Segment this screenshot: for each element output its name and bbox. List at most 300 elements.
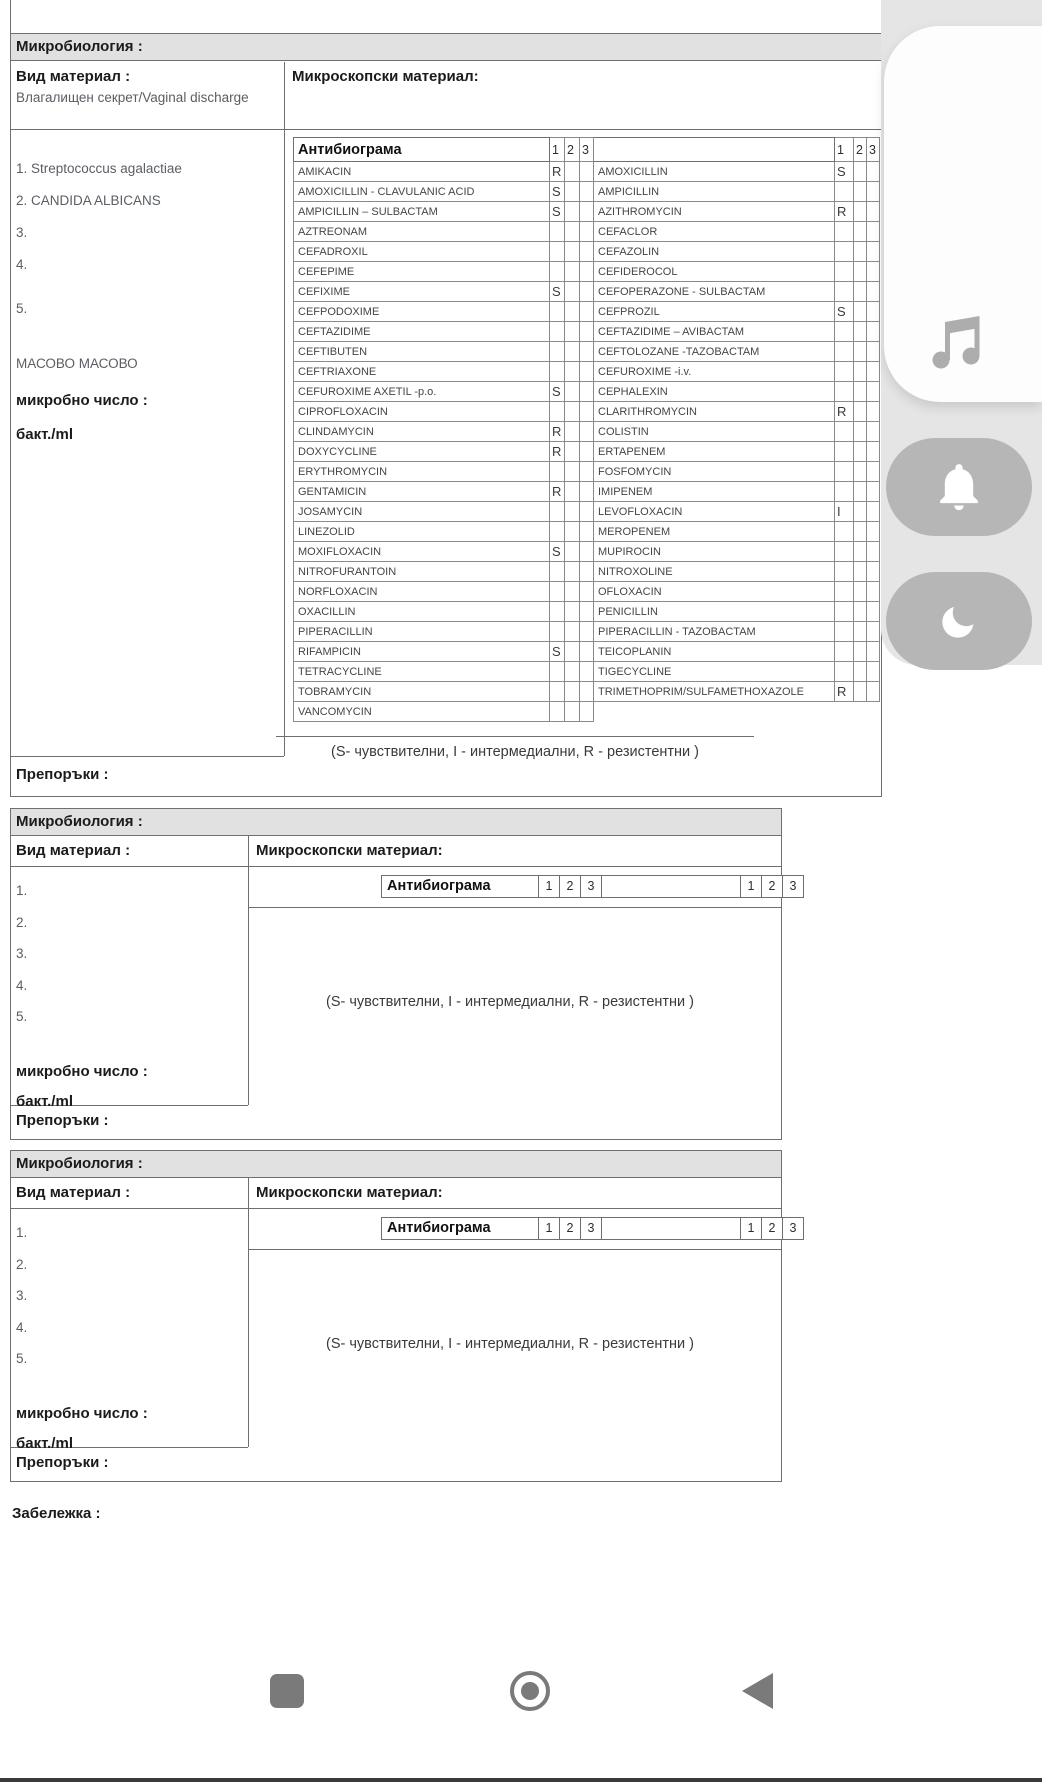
susceptibility-cell: R xyxy=(550,422,565,442)
susceptibility-cell xyxy=(550,262,565,282)
microbial-count-label: микробно число : xyxy=(16,392,148,409)
left-cell-bottom-border xyxy=(11,756,284,757)
susceptibility-cell xyxy=(580,342,594,362)
antibiotic-name-cell: OFLOXACIN xyxy=(594,582,835,602)
antibiotic-name-cell: GENTAMICIN xyxy=(294,482,550,502)
susceptibility-cell xyxy=(854,522,867,542)
susceptibility-cell xyxy=(867,682,880,702)
microbiology-section-3 xyxy=(10,1150,797,1482)
susceptibility-cell xyxy=(580,422,594,442)
susceptibility-cell xyxy=(854,442,867,462)
susceptibility-cell xyxy=(867,502,880,522)
antibiotic-name-cell: CEFACLOR xyxy=(594,222,835,242)
recommendations-label: Препоръки : xyxy=(16,1112,109,1129)
antibiotic-name-cell: AMPICILLIN xyxy=(594,182,835,202)
susceptibility-cell xyxy=(550,342,565,362)
antibiotic-name-cell: PENICILLIN xyxy=(594,602,835,622)
susceptibility-cell: S xyxy=(550,282,565,302)
organism-item: 3. xyxy=(16,946,28,961)
susceptibility-cell: S xyxy=(550,202,565,222)
susceptibility-cell xyxy=(835,662,854,682)
susceptibility-cell xyxy=(565,462,580,482)
susceptibility-cell xyxy=(867,662,880,682)
antibiotic-name-cell: LEVOFLOXACIN xyxy=(594,502,835,522)
row-divider xyxy=(11,866,781,867)
screen-bottom-edge xyxy=(0,1778,1042,1782)
col-header-1: 1 xyxy=(538,1217,560,1240)
section-header: Микробиология : xyxy=(11,34,881,61)
antibiogram-row xyxy=(294,222,880,242)
antibiogram-row xyxy=(294,682,880,702)
susceptibility-cell xyxy=(854,202,867,222)
susceptibility-cell xyxy=(835,182,854,202)
susceptibility-cell xyxy=(854,542,867,562)
susceptibility-cell xyxy=(550,562,565,582)
col-header-2: 2 xyxy=(565,138,580,162)
row-divider xyxy=(11,1208,781,1209)
antibiotic-name-cell: CLINDAMYCIN xyxy=(294,422,550,442)
susceptibility-cell xyxy=(854,502,867,522)
antibiotic-name-cell: NITROFURANTOIN xyxy=(294,562,550,582)
susceptibility-cell xyxy=(867,522,880,542)
susceptibility-cell xyxy=(835,222,854,242)
material-type-label: Вид материал : xyxy=(16,68,131,85)
sub-divider xyxy=(248,1249,781,1250)
susceptibility-cell xyxy=(854,422,867,442)
col-header-2: 2 xyxy=(761,1217,783,1240)
susceptibility-cell xyxy=(835,382,854,402)
susceptibility-cell xyxy=(867,302,880,322)
antibiotic-name-cell: DOXYCYCLINE xyxy=(294,442,550,462)
empty-cell xyxy=(594,702,835,722)
susceptibility-cell xyxy=(580,602,594,622)
column-divider xyxy=(248,836,249,1105)
susceptibility-cell xyxy=(565,622,580,642)
susceptibility-legend: (S- чувствителни, I - интермедиални, R - резистентни ) xyxy=(326,994,694,1010)
susceptibility-cell xyxy=(580,482,594,502)
susceptibility-cell xyxy=(867,282,880,302)
susceptibility-cell xyxy=(854,662,867,682)
susceptibility-cell xyxy=(565,242,580,262)
organism-item: 1. xyxy=(16,1225,28,1240)
antibiotic-name-cell: VANCOMYCIN xyxy=(294,702,550,722)
susceptibility-cell xyxy=(565,282,580,302)
susceptibility-cell xyxy=(867,342,880,362)
nav-home-button-dot xyxy=(521,1682,539,1700)
antibiotic-name-cell: CLARITHROMYCIN xyxy=(594,402,835,422)
susceptibility-cell xyxy=(565,402,580,422)
unit-label: бакт./ml xyxy=(16,1093,73,1110)
organism-item: 4. xyxy=(16,1320,28,1335)
susceptibility-cell: I xyxy=(835,502,854,522)
organism-item: 5. xyxy=(16,301,28,316)
susceptibility-cell xyxy=(854,582,867,602)
antibiogram-row xyxy=(294,282,880,302)
nav-back-button[interactable] xyxy=(742,1673,773,1709)
susceptibility-cell xyxy=(835,282,854,302)
susceptibility-cell xyxy=(854,402,867,422)
susceptibility-cell xyxy=(565,222,580,242)
antibiotic-name-cell: CEFTAZIDIME xyxy=(294,322,550,342)
antibiogram-row xyxy=(294,182,880,202)
susceptibility-cell xyxy=(565,382,580,402)
page-left-border xyxy=(10,0,11,34)
antibiogram-row xyxy=(294,522,880,542)
microscopy-label: Микроскопски материал: xyxy=(256,1184,443,1201)
susceptibility-cell xyxy=(867,422,880,442)
susceptibility-cell: R xyxy=(550,162,565,182)
susceptibility-cell xyxy=(565,182,580,202)
susceptibility-cell xyxy=(565,702,580,722)
antibiotic-name-cell: CEFPODOXIME xyxy=(294,302,550,322)
susceptibility-cell xyxy=(550,522,565,542)
antibiogram-row xyxy=(294,342,880,362)
antibiotic-name-cell: TRIMETHOPRIM/SULFAMETHOXAZOLE xyxy=(594,682,835,702)
antibiotic-name-cell: AZITHROMYCIN xyxy=(594,202,835,222)
susceptibility-cell xyxy=(854,362,867,382)
susceptibility-cell xyxy=(580,502,594,522)
susceptibility-cell xyxy=(580,242,594,262)
antibiogram-title-spacer xyxy=(594,138,835,162)
organism-item: 2. xyxy=(16,1257,28,1272)
microbial-count-label: микробно число : xyxy=(16,1405,148,1422)
susceptibility-cell xyxy=(854,242,867,262)
susceptibility-cell xyxy=(835,542,854,562)
susceptibility-cell xyxy=(854,262,867,282)
organism-item: 1. Streptococcus agalactiae xyxy=(16,161,182,176)
recommendations-label: Препоръки : xyxy=(16,766,109,783)
col-header-2: 2 xyxy=(761,875,783,898)
susceptibility-cell xyxy=(854,622,867,642)
susceptibility-cell xyxy=(867,622,880,642)
antibiotic-name-cell: PIPERACILLIN xyxy=(294,622,550,642)
susceptibility-cell xyxy=(580,702,594,722)
susceptibility-cell xyxy=(835,562,854,582)
antibiogram-row xyxy=(294,442,880,462)
antibiotic-name-cell: CEFTIBUTEN xyxy=(294,342,550,362)
antibiotic-name-cell: TOBRAMYCIN xyxy=(294,682,550,702)
susceptibility-cell xyxy=(565,522,580,542)
susceptibility-cell xyxy=(835,322,854,342)
antibiogram-row xyxy=(294,662,880,682)
growth-note: МАСОВО МАСОВО xyxy=(16,356,138,371)
susceptibility-cell: S xyxy=(835,162,854,182)
col-header-1: 1 xyxy=(835,138,854,162)
material-type-value: Влагалищен секрет/Vaginal discharge xyxy=(16,90,249,105)
susceptibility-cell xyxy=(565,422,580,442)
susceptibility-cell xyxy=(580,322,594,342)
susceptibility-legend: (S- чувствителни, I - интермедиални, R - резистентни ) xyxy=(326,1336,694,1352)
moon-icon xyxy=(934,596,984,646)
susceptibility-cell xyxy=(867,462,880,482)
sub-divider xyxy=(248,907,781,908)
col-header-3: 3 xyxy=(580,875,602,898)
susceptibility-cell xyxy=(854,162,867,182)
susceptibility-cell xyxy=(565,582,580,602)
susceptibility-cell xyxy=(835,242,854,262)
antibiogram-row xyxy=(294,242,880,262)
susceptibility-cell xyxy=(565,562,580,582)
susceptibility-cell xyxy=(867,582,880,602)
row-divider xyxy=(11,129,881,130)
susceptibility-cell xyxy=(854,642,867,662)
susceptibility-cell xyxy=(867,542,880,562)
susceptibility-cell xyxy=(580,622,594,642)
antibiogram-row xyxy=(294,542,880,562)
susceptibility-cell xyxy=(835,522,854,542)
susceptibility-cell xyxy=(854,682,867,702)
column-divider xyxy=(284,62,285,756)
unit-label: бакт./ml xyxy=(16,426,73,443)
organism-item: 1. xyxy=(16,883,28,898)
antibiogram-row xyxy=(294,602,880,622)
susceptibility-cell xyxy=(835,442,854,462)
susceptibility-cell xyxy=(580,182,594,202)
susceptibility-cell xyxy=(580,362,594,382)
antibiotic-name-cell: CEFIXIME xyxy=(294,282,550,302)
antibiotic-name-cell: ERYTHROMYCIN xyxy=(294,462,550,482)
susceptibility-cell xyxy=(867,442,880,462)
susceptibility-cell xyxy=(867,222,880,242)
susceptibility-cell xyxy=(565,602,580,622)
microbial-count-label: микробно число : xyxy=(16,1063,148,1080)
antibiotic-name-cell: RIFAMPICIN xyxy=(294,642,550,662)
susceptibility-cell xyxy=(854,482,867,502)
susceptibility-cell xyxy=(867,182,880,202)
susceptibility-cell xyxy=(835,602,854,622)
antibiogram-row xyxy=(294,462,880,482)
susceptibility-cell xyxy=(835,362,854,382)
susceptibility-cell xyxy=(854,322,867,342)
antibiotic-name-cell: COLISTIN xyxy=(594,422,835,442)
susceptibility-cell xyxy=(867,162,880,182)
susceptibility-cell xyxy=(565,502,580,522)
susceptibility-cell xyxy=(565,682,580,702)
susceptibility-cell xyxy=(565,162,580,182)
antibiotic-name-cell: MOXIFLOXACIN xyxy=(294,542,550,562)
susceptibility-cell: S xyxy=(550,642,565,662)
col-header-1: 1 xyxy=(740,1217,762,1240)
susceptibility-cell xyxy=(854,462,867,482)
susceptibility-cell xyxy=(580,642,594,662)
antibiotic-name-cell: LINEZOLID xyxy=(294,522,550,542)
susceptibility-cell xyxy=(580,462,594,482)
susceptibility-cell xyxy=(550,302,565,322)
susceptibility-cell xyxy=(580,222,594,242)
material-type-label: Вид материал : xyxy=(16,1184,131,1201)
organism-item: 4. xyxy=(16,257,28,272)
antibiogram-row xyxy=(294,622,880,642)
susceptibility-cell xyxy=(867,642,880,662)
antibiotic-name-cell: CEFPROZIL xyxy=(594,302,835,322)
antibiotic-name-cell: CEFIDEROCOL xyxy=(594,262,835,282)
susceptibility-cell xyxy=(835,422,854,442)
susceptibility-cell xyxy=(550,362,565,382)
section-header: Микробиология : xyxy=(11,809,781,836)
empty-cell xyxy=(867,702,880,722)
susceptibility-cell xyxy=(854,342,867,362)
antibiotic-name-cell: MEROPENEM xyxy=(594,522,835,542)
antibiotic-name-cell: ERTAPENEM xyxy=(594,442,835,462)
antibiotic-name-cell: NITROXOLINE xyxy=(594,562,835,582)
susceptibility-cell xyxy=(550,242,565,262)
antibiogram-row xyxy=(294,302,880,322)
susceptibility-cell xyxy=(550,462,565,482)
susceptibility-cell xyxy=(565,662,580,682)
susceptibility-cell xyxy=(565,442,580,462)
bell-icon xyxy=(932,460,986,514)
susceptibility-cell xyxy=(550,402,565,422)
susceptibility-cell xyxy=(867,262,880,282)
antibiotic-name-cell: PIPERACILLIN - TAZOBACTAM xyxy=(594,622,835,642)
organism-item: 4. xyxy=(16,978,28,993)
organism-item: 3. xyxy=(16,225,28,240)
susceptibility-cell: R xyxy=(550,482,565,502)
susceptibility-cell xyxy=(854,282,867,302)
col-header-3: 3 xyxy=(580,138,594,162)
susceptibility-cell xyxy=(867,562,880,582)
antibiogram-row xyxy=(294,482,880,502)
susceptibility-cell xyxy=(867,362,880,382)
susceptibility-cell: S xyxy=(550,542,565,562)
music-note-icon xyxy=(924,312,988,376)
susceptibility-cell: R xyxy=(550,442,565,462)
antibiogram-row xyxy=(294,202,880,222)
susceptibility-cell xyxy=(550,582,565,602)
susceptibility-cell xyxy=(580,562,594,582)
susceptibility-cell xyxy=(867,382,880,402)
susceptibility-cell: S xyxy=(550,382,565,402)
antibiotic-name-cell: CEFTAZIDIME – AVIBACTAM xyxy=(594,322,835,342)
unit-label: бакт./ml xyxy=(16,1435,73,1452)
antibiogram-row xyxy=(294,702,880,722)
antibiogram-header-row xyxy=(294,138,880,162)
antibiotic-name-cell: AZTREONAM xyxy=(294,222,550,242)
susceptibility-cell xyxy=(854,222,867,242)
susceptibility-cell xyxy=(580,442,594,462)
susceptibility-cell xyxy=(835,622,854,642)
antibiotic-name-cell: TIGECYCLINE xyxy=(594,662,835,682)
susceptibility-cell xyxy=(565,542,580,562)
microscopy-label: Микроскопски материал: xyxy=(256,842,443,859)
antibiogram-row xyxy=(294,322,880,342)
antibiogram-row xyxy=(294,562,880,582)
col-header-2: 2 xyxy=(854,138,867,162)
susceptibility-cell xyxy=(580,302,594,322)
susceptibility-cell xyxy=(580,402,594,422)
antibiotic-name-cell: AMIKACIN xyxy=(294,162,550,182)
music-panel-button[interactable] xyxy=(884,26,1042,402)
section-header: Микробиология : xyxy=(11,1151,781,1178)
susceptibility-cell: S xyxy=(550,182,565,202)
susceptibility-cell xyxy=(580,202,594,222)
column-divider xyxy=(248,1178,249,1447)
susceptibility-cell xyxy=(580,282,594,302)
antibiotic-name-cell: CEFOPERAZONE - SULBACTAM xyxy=(594,282,835,302)
susceptibility-cell: R xyxy=(835,202,854,222)
antibiotic-name-cell: TETRACYCLINE xyxy=(294,662,550,682)
empty-cell xyxy=(854,702,867,722)
antibiogram-row xyxy=(294,382,880,402)
organism-item: 2. xyxy=(16,915,28,930)
material-type-label: Вид материал : xyxy=(16,842,131,859)
antibiogram-row xyxy=(294,582,880,602)
susceptibility-cell xyxy=(565,342,580,362)
antibiotic-name-cell: CEFAZOLIN xyxy=(594,242,835,262)
susceptibility-cell xyxy=(854,302,867,322)
susceptibility-cell xyxy=(565,642,580,662)
susceptibility-cell xyxy=(867,402,880,422)
col-header-3: 3 xyxy=(782,875,804,898)
note-label: Забележка : xyxy=(12,1505,101,1522)
susceptibility-cell xyxy=(580,522,594,542)
antibiotic-name-cell: NORFLOXACIN xyxy=(294,582,550,602)
col-header-1: 1 xyxy=(538,875,560,898)
microbiology-section-1 xyxy=(10,33,882,797)
susceptibility-cell xyxy=(835,462,854,482)
susceptibility-cell xyxy=(867,602,880,622)
susceptibility-cell xyxy=(835,342,854,362)
susceptibility-cell: R xyxy=(835,402,854,422)
susceptibility-cell xyxy=(835,262,854,282)
antibiotic-name-cell: OXACILLIN xyxy=(294,602,550,622)
antibiotic-name-cell: TEICOPLANIN xyxy=(594,642,835,662)
nav-recents-button[interactable] xyxy=(270,1674,304,1708)
susceptibility-cell xyxy=(835,582,854,602)
susceptibility-cell xyxy=(835,482,854,502)
col-header-3: 3 xyxy=(867,138,880,162)
susceptibility-cell xyxy=(835,642,854,662)
col-header-2: 2 xyxy=(559,875,581,898)
susceptibility-cell xyxy=(550,702,565,722)
susceptibility-cell xyxy=(565,262,580,282)
susceptibility-cell xyxy=(867,242,880,262)
antibiotic-name-cell: FOSFOMYCIN xyxy=(594,462,835,482)
susceptibility-cell xyxy=(854,382,867,402)
susceptibility-cell xyxy=(550,682,565,702)
col-header-1: 1 xyxy=(550,138,565,162)
susceptibility-cell xyxy=(550,322,565,342)
recommendations-label: Препоръки : xyxy=(16,1454,109,1471)
antibiotic-name-cell: CEFUROXIME AXETIL -p.o. xyxy=(294,382,550,402)
organism-item: 5. xyxy=(16,1009,28,1024)
antibiotic-name-cell: IMIPENEM xyxy=(594,482,835,502)
antibiotic-name-cell: CEPHALEXIN xyxy=(594,382,835,402)
susceptibility-cell xyxy=(550,662,565,682)
antibiotic-name-cell: CEFTRIAXONE xyxy=(294,362,550,382)
antibiogram-mini-header xyxy=(381,875,804,898)
col-header-2: 2 xyxy=(559,1217,581,1240)
susceptibility-cell xyxy=(867,322,880,342)
antibiotic-name-cell: CEFUROXIME -i.v. xyxy=(594,362,835,382)
dark-mode-button[interactable] xyxy=(886,572,1032,670)
antibiogram-row xyxy=(294,362,880,382)
susceptibility-cell xyxy=(565,202,580,222)
antibiotic-name-cell: CEFADROXIL xyxy=(294,242,550,262)
susceptibility-cell xyxy=(550,222,565,242)
susceptibility-cell xyxy=(565,482,580,502)
antibiotic-name-cell: AMOXICILLIN - CLAVULANIC ACID xyxy=(294,182,550,202)
susceptibility-cell xyxy=(580,262,594,282)
organism-item: 3. xyxy=(16,1288,28,1303)
antibiogram-table xyxy=(293,137,880,722)
microscopy-label: Микроскопски материал: xyxy=(292,68,479,85)
notifications-button[interactable] xyxy=(886,438,1032,536)
antibiotic-name-cell: CIPROFLOXACIN xyxy=(294,402,550,422)
antibiogram-row xyxy=(294,422,880,442)
antibiotic-name-cell: AMOXICILLIN xyxy=(594,162,835,182)
susceptibility-cell xyxy=(854,562,867,582)
